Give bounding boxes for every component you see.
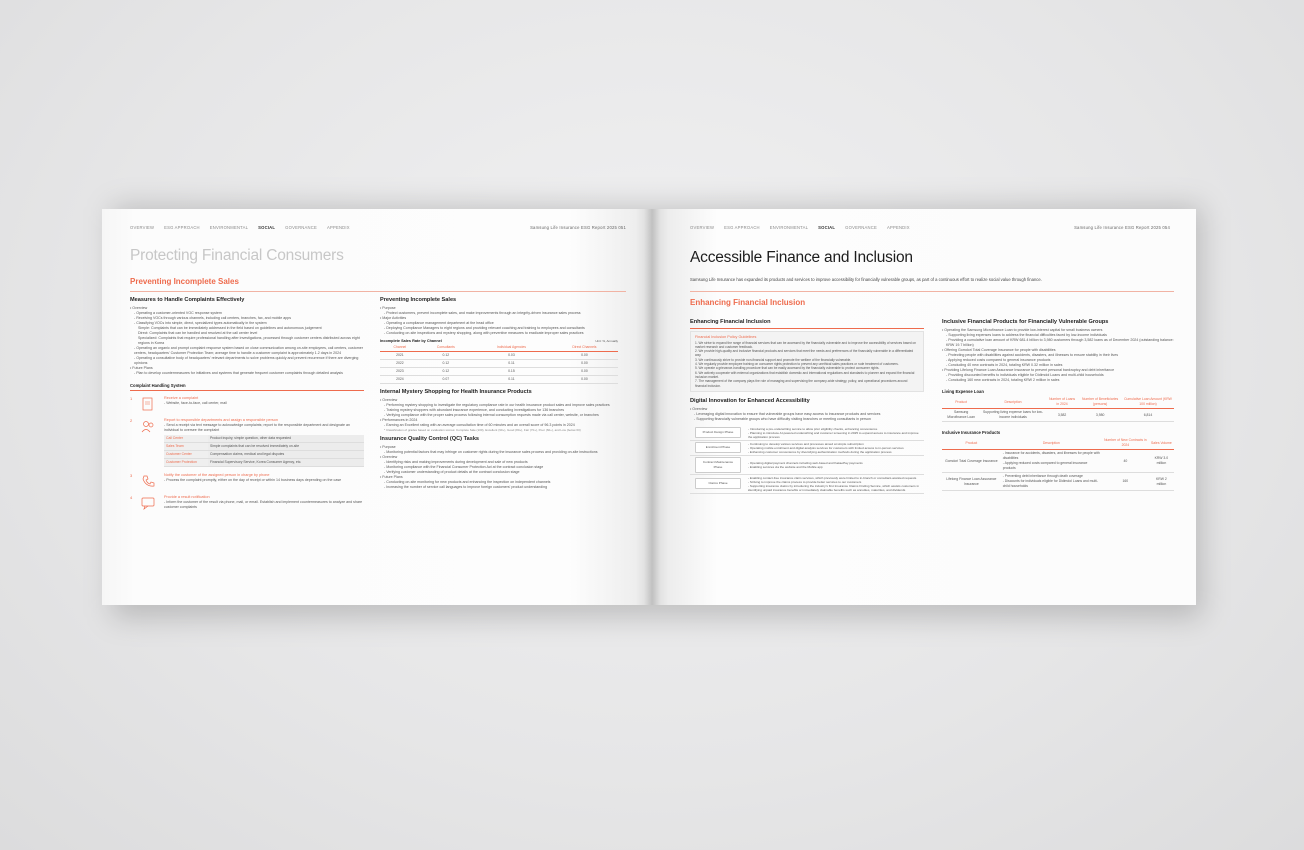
text-line: • Operating the Samsung Microfinance Loan to provide low-interest capital for small business owners xyxy=(942,328,1103,332)
complaint-steps xyxy=(130,396,364,511)
text-line: • Major Activities xyxy=(380,316,407,320)
text-line: • Future Plans xyxy=(380,475,403,479)
nav-item: OVERVIEW xyxy=(130,225,155,230)
table-row xyxy=(380,352,618,360)
table-cell: 6,814 xyxy=(1122,409,1174,422)
step-3 xyxy=(130,473,364,489)
phase-label: Contract Maintenance Phase xyxy=(695,457,741,473)
right-page xyxy=(652,209,1196,605)
table-header: Cumulative Loan Amount (KRW 100 million) xyxy=(1122,396,1174,409)
step-desc: - Website, face-to-face, call center, mail xyxy=(164,401,227,405)
table-row xyxy=(164,435,364,443)
footnote: * Classification of grades based on evaluation scores: Complete Sale (100), Excellent (90+), Good (80+), Fair (70+), Poor (60+), and Low (below 60) xyxy=(384,428,581,432)
complaints-heading: Measures to Handle Complaints Effectively xyxy=(130,297,245,303)
section-title: Preventing Incomplete Sales xyxy=(130,277,239,286)
table-header: Number of Beneficiaries (persons) xyxy=(1078,396,1122,409)
phone-icon xyxy=(138,473,158,489)
table-cell: 0.12 xyxy=(420,368,472,376)
text-line: • Purpose xyxy=(380,306,396,310)
table-cell: 2021 xyxy=(380,352,420,360)
phase-label: Product Design Phase xyxy=(695,427,741,438)
section-rule xyxy=(130,291,626,292)
right-column xyxy=(942,319,1174,491)
report-page-label: Samsung Life Insurance ESG Report 2025 054 xyxy=(1074,225,1170,230)
left-page xyxy=(102,209,652,605)
text-line: • Purpose xyxy=(380,445,396,449)
inclusive-insurance-table xyxy=(942,437,1174,491)
table-row xyxy=(380,368,618,376)
phase-desc: - Enabling contact-free insurance claim services, which previously were limited to in-branch or consultant-assisted requests - Striving to improve the claims process to provide better services to our customers - Supporting insurance claims by introducing the industry's first Insurance Claims Finding Service, which assists customers in identifying unpaid insurance benefits or immediately claimable benefits such as annuities, maturities, and dividends xyxy=(746,474,924,493)
nav-item-active: SOCIAL xyxy=(818,225,836,230)
nav-item: OVERVIEW xyxy=(690,225,715,230)
guideline-item: 7. The management of the company plays the role of managing and supervising the company-wide strategy, policy, and operational procedures around financial inclusion. xyxy=(695,379,908,388)
text-line: - Operating a compliance management department at the head office xyxy=(384,321,494,325)
table-row xyxy=(380,376,618,384)
complaint-category-table xyxy=(164,435,364,467)
table-row xyxy=(164,459,364,467)
step-number: 1 xyxy=(130,396,133,401)
text-line: - Verifying compliance with the proper sales process following internal consumption requests made via call center, website, or branches xyxy=(384,413,599,417)
text-line: - Receiving VOCs through various channels, including call centers, branches, fax, and mobile apps xyxy=(134,316,292,320)
text-line: Specialized: Complaints that require professional handling after investigations, processed through customer centers distributed across eight regions in Korea xyxy=(138,336,360,345)
table-header-row xyxy=(942,396,1174,409)
table-cell: 0.15 xyxy=(472,368,551,376)
text-line: - Applying reduced costs compared to general insurance products xyxy=(946,358,1051,362)
table-row xyxy=(690,455,924,474)
guideline-item: 1. We strive to expand the range of financial services that can be accessed by the financially vulnerable and to improve the accessibility of services based on market research and customer feedback. xyxy=(695,340,917,349)
right-column xyxy=(380,297,618,490)
step-title: Report to responsible departments and assign a responsible person xyxy=(164,418,278,422)
nav-item: ENVIRONMENTAL xyxy=(769,225,809,230)
table-cell: 3,582 xyxy=(1046,409,1078,422)
guidelines-title: Financial Inclusion Policy Guidelines xyxy=(695,334,757,339)
text-line: - Operating an organic and prompt complaint response system based on close communication among on-site employees, call centers, customer centers, headquarters' Customer Protection Team; average time to handle a customer complaint is approximately 1.2 days in 2024 xyxy=(134,346,363,355)
text-line: Direct: Complaints that can be handled and resolved at the call center level xyxy=(138,331,258,335)
table-header: Product xyxy=(942,437,1001,450)
message-icon xyxy=(138,495,158,511)
system-heading: Complaint Handling System xyxy=(130,383,186,388)
text-line: - Increasing the number of service call languages to improve foreign customers' product understanding xyxy=(384,485,548,489)
table-header: Description xyxy=(1001,437,1102,450)
table-cell: Supporting living expense loans for low-income individuals xyxy=(980,409,1046,422)
inclusive-products-heading: Inclusive Financial Products for Financially Vulnerable Groups xyxy=(942,319,1109,325)
table-cell: 0.11 xyxy=(472,360,551,368)
heading-rule xyxy=(690,328,924,329)
table-cell: 2022 xyxy=(380,360,420,368)
text-line: - Earning an Excellent rating with an average consultation time of 60 minutes and an overall score of 96.3 points in 2024 xyxy=(384,423,575,427)
table-cell: 0.00 xyxy=(551,368,618,376)
table-row xyxy=(942,450,1174,473)
loan-table-title: Living Expense Loan xyxy=(942,389,984,394)
text-line: • Offering Gomdori Total Coverage Insurance for people with disabilities xyxy=(942,348,1056,352)
nav-item: ESG APPROACH xyxy=(164,225,200,230)
nav-item: APPENDIX xyxy=(886,225,910,230)
text-line: • Overview xyxy=(380,398,398,402)
step-title: Receive a complaint xyxy=(164,396,199,400)
table-cell: 3,980 xyxy=(1078,409,1122,422)
text-line: - Supporting living expenses loans to address the financial difficulties faced by low-income individuals xyxy=(946,333,1107,337)
table-cell: 0.12 xyxy=(420,360,472,368)
left-column xyxy=(130,297,364,517)
text-line: • Overview xyxy=(380,455,398,459)
step-desc: - Send a receipt via text message to acknowledge complaints; report to the responsible department and designate an individual to oversee the complaint xyxy=(164,423,350,432)
left-column xyxy=(690,319,924,494)
table-cell: 0.12 xyxy=(420,352,472,360)
intro-text: Samsung Life Insurance has expanded its products and services to improve accessibility for financially vulnerable groups, as part of a continuous effort to realize social value through finance. xyxy=(690,277,1042,282)
text-line: • Overview xyxy=(130,306,148,310)
table-header: Consultants xyxy=(420,344,472,352)
table-title: Incomplete Sales Rate by Channel xyxy=(380,339,442,343)
table-cell: 0.03 xyxy=(472,352,551,360)
table-header: Individual Agencies xyxy=(472,344,551,352)
text-line: - Operating a consultative body of headquarters' relevant departments to solve problems quickly and prevent recurrence if there are diverging opinions xyxy=(134,356,359,365)
phase-desc: - Operating digital payment channels including web-based and KakaoPay payments - Enabling services via the website and the Mobile app xyxy=(746,455,924,474)
text-line: - Deploying Compliance Managers to eight regions and providing relevant coaching and training to employees and consultants xyxy=(384,326,585,330)
text-line: - Conducting on-site monitoring for new products and enhancing the inspection on independent channels xyxy=(384,480,551,484)
incomplete-sales-heading: Preventing Incomplete Sales xyxy=(380,297,457,303)
table-header: Direct Channels xyxy=(551,344,618,352)
table-header: Number of New Contracts in 2024 xyxy=(1102,437,1149,450)
step-number: 4 xyxy=(130,495,133,500)
nav-item: APPENDIX xyxy=(326,225,350,230)
table-cell: 2024 xyxy=(380,376,420,384)
page-title: Protecting Financial Consumers xyxy=(130,247,344,264)
text-line: - Supporting financially vulnerable groups who have difficulty visiting branches or meeting consultants in person xyxy=(694,416,871,421)
qc-tasks-heading: Insurance Quality Control (QC) Tasks xyxy=(380,436,480,442)
table-cell: - Preventing debt inheritance through death coverage - Discounts for individuals eligible for Didimdol Loans and multi-child households xyxy=(1001,473,1102,491)
guideline-item: 4. We regularly provide employee training on consumer rights protection to prevent any unethical sales practices or rude treatment of customers. xyxy=(695,362,899,367)
text-line: - Monitoring potential factors that may infringe on customer rights during the insurance sales process and providing on-site instructions xyxy=(384,450,598,454)
guideline-item: 2. We provide high-quality and inclusive financial products and services that meet the needs and preferences of the financially vulnerable in a differentiated way. xyxy=(695,349,914,358)
table-cell: Simple complaints that can be resolved immediately on-site xyxy=(208,443,364,451)
page-title: Accessible Finance and Inclusion xyxy=(690,249,913,266)
step-desc: - Process the complaint promptly, either on the day of receipt or within 14 business days depending on the case xyxy=(164,478,342,482)
table-row xyxy=(164,443,364,451)
text-line: - Training mystery shoppers with abundant insurance experience, and conducting investigations for 136 branches xyxy=(384,408,564,412)
table-cell: 0.11 xyxy=(472,376,551,384)
text-line: - Verifying customer understanding of product details at the contract conclusion stage xyxy=(384,470,520,474)
table-row xyxy=(690,474,924,493)
text-line: • Performances in 2024 xyxy=(380,418,418,422)
section-title: Enhancing Financial Inclusion xyxy=(690,298,806,307)
left-page-nav xyxy=(130,225,626,230)
text-line: - Plan to develop countermeasures for initiatives and systems that generate frequent customer complaints through detailed analysis xyxy=(134,371,343,375)
text-line: - Performing mystery shopping to investigate the regulatory compliance rate in our health insurance product sales and improve sales practices xyxy=(384,403,610,407)
right-page-nav xyxy=(690,225,1170,230)
guideline-item: 3. We continuously strive to provide non-financial support and promote the welfare of the financially vulnerable. xyxy=(695,357,852,362)
book-gutter xyxy=(644,209,660,605)
table-cell: Gomdori Total Coverage Insurance xyxy=(942,450,1001,473)
phase-label: Claims Phase xyxy=(695,478,741,489)
table-cell: Customer Center xyxy=(164,451,208,459)
phase-desc: - Continuing to develop various services and processes aimed at simple subscription - Operating mobile enrollment and digital analysis services for customers with limited access to in-person services - Enhancing customer convenience by diversifying authentication methods during the application process xyxy=(746,440,924,455)
text-line: - Monitoring compliance with the Financial Consumer Protection Act at the contract conclusion stage xyxy=(384,465,544,469)
table-cell: 0.00 xyxy=(551,360,618,368)
policy-guidelines-box xyxy=(690,331,924,392)
text-line: - Concluding 160 new contracts in 2024, totaling KRW 2 million in sales xyxy=(946,378,1060,382)
step-desc: - Inform the customer of the result via phone, mail, or email. Establish and implement countermeasures to analyze and share customer complaints xyxy=(164,500,363,509)
document-icon xyxy=(138,396,158,412)
table-header-row xyxy=(380,344,618,352)
text-line: - Identifying risks and making improvements during development and sale of new products xyxy=(384,460,528,464)
table-cell: 0.00 xyxy=(551,376,618,384)
guideline-item: 5. We operate a grievance-handling procedure that can be easily accessed by the financially vulnerable to protect consumer rights. xyxy=(695,366,880,371)
text-line: - Leveraging digital innovation to ensure that vulnerable groups have easy access to insurance products and services xyxy=(694,411,881,416)
table-cell: 160 xyxy=(1102,473,1149,491)
table-header-row xyxy=(942,437,1174,450)
digital-innovation-heading: Digital Innovation for Enhanced Accessibility xyxy=(690,397,810,404)
step-title: Provide a result notification xyxy=(164,495,210,499)
step-number: 3 xyxy=(130,473,133,478)
table-cell: Product inquiry, simple question, other data requested xyxy=(208,435,364,443)
step-title: Notify the customer of the assigned person in charge by phone xyxy=(164,473,270,477)
phase-label: Enrollment Phase xyxy=(695,442,741,453)
living-expense-loan-table xyxy=(942,396,1174,422)
table-cell: 40 xyxy=(1102,450,1149,473)
nav-item: ESG APPROACH xyxy=(724,225,760,230)
step-1 xyxy=(130,396,364,412)
table-row xyxy=(380,360,618,368)
step-4 xyxy=(130,495,364,511)
table-cell: Call Center xyxy=(164,435,208,443)
digital-phases-table xyxy=(690,426,924,494)
table-header: Channel xyxy=(380,344,420,352)
nav-item: GOVERNANCE xyxy=(845,225,877,230)
table-row xyxy=(690,426,924,441)
insurance-table-title: Inclusive Insurance Products xyxy=(942,430,1001,435)
table-cell: KRW 2 million xyxy=(1149,473,1174,491)
text-line: • Overview xyxy=(690,406,708,411)
table-cell: Compensation claims, medical and legal disputes xyxy=(208,451,364,459)
table-header: Number of Loans in 2024 xyxy=(1046,396,1078,409)
step-2 xyxy=(130,418,364,467)
table-header: Sales Volume xyxy=(1149,437,1174,450)
text-line: - Conducting on-site inspections and mystery shopping, along with preventive measures to eradicate improper sales practices xyxy=(384,331,584,335)
incomplete-sales-table xyxy=(380,344,618,384)
table-cell: Samsung Microfinance Loan xyxy=(942,409,980,422)
phase-desc: - Introducing a pre-underwriting service to allow prior eligibility checks, enhancing convenience - Planning to introduce AI-powered underwriting and customer screening in 2025 to expand access to insurance and improve the application process xyxy=(746,426,924,441)
heading-rule xyxy=(130,390,364,391)
people-icon xyxy=(138,418,158,434)
table-cell: KRW 3.0 million xyxy=(1149,450,1174,473)
text-line: - Providing discounted benefits to individuals eligible for Didimdol Loans and multi-child households xyxy=(946,373,1104,377)
table-cell: 0.00 xyxy=(551,352,618,360)
text-line: Simple: Complaints that can be immediately addressed in the field based on guidelines and autonomous judgement xyxy=(138,326,322,330)
nav-item: GOVERNANCE xyxy=(285,225,317,230)
text-line: - Providing a cumulative loan amount of KRW 681.4 billion to 3,980 customers through 3,582 loans as of December 2024 (outstanding balance: KRW 19.7 billion) xyxy=(946,338,1174,347)
table-header: Product xyxy=(942,396,980,409)
guideline-item: 6. We actively cooperate with external organizations that establish domestic and international regulations and standards to pioneer and expand the financial inclusion market. xyxy=(695,370,915,379)
text-line: • Providing Lifelong Finance Loan Assurance Insurance to prevent personal bankruptcy and debt inheritance xyxy=(942,368,1115,372)
inclusion-heading: Enhancing Financial Inclusion xyxy=(690,319,771,325)
table-cell: Lifelong Finance Loan Assurance Insurance xyxy=(942,473,1001,491)
mystery-shopping-heading: Internal Mystery Shopping for Health Insurance Products xyxy=(380,389,532,395)
table-cell: - Insurance for accidents, disasters, and illnesses for people with disabilities - Applying reduced costs compared to general insurance products xyxy=(1001,450,1102,473)
nav-item-active: SOCIAL xyxy=(258,225,276,230)
table-cell: Sales Team xyxy=(164,443,208,451)
text-line: - Protecting people with disabilities against accidents, disasters, and illnesses to ensure stability in their lives xyxy=(946,353,1118,357)
table-row xyxy=(942,409,1174,422)
table-cell: 0.07 xyxy=(420,376,472,384)
text-line: - Protect customers, prevent incomplete sales, and make improvements through an integrity-driven insurance sales process xyxy=(384,311,581,315)
table-cell: 2023 xyxy=(380,368,420,376)
table-row xyxy=(164,451,364,459)
table-header: Description xyxy=(980,396,1046,409)
text-line: - Classifying VOCs into simple, direct, specialized types automatically in the system xyxy=(134,321,267,325)
step-number: 2 xyxy=(130,418,133,423)
text-line: - Concluding 40 new contracts in 2024, totaling KRW 0.32 million in sales xyxy=(946,363,1063,367)
table-unit: Unit: %, Annually xyxy=(595,339,618,343)
report-page-label: Samsung Life Insurance ESG Report 2025 051 xyxy=(530,225,626,230)
section-rule xyxy=(690,291,1174,292)
nav-item: ENVIRONMENTAL xyxy=(209,225,249,230)
text-line: - Operating a customer-oriented VOC response system xyxy=(134,311,222,315)
table-cell: Customer Protection xyxy=(164,459,208,467)
table-row xyxy=(690,440,924,455)
table-row xyxy=(942,473,1174,491)
text-line: • Future Plans xyxy=(130,366,153,370)
table-cell: Financial Supervisory Service, Korea Consumer Agency, etc. xyxy=(208,459,364,467)
